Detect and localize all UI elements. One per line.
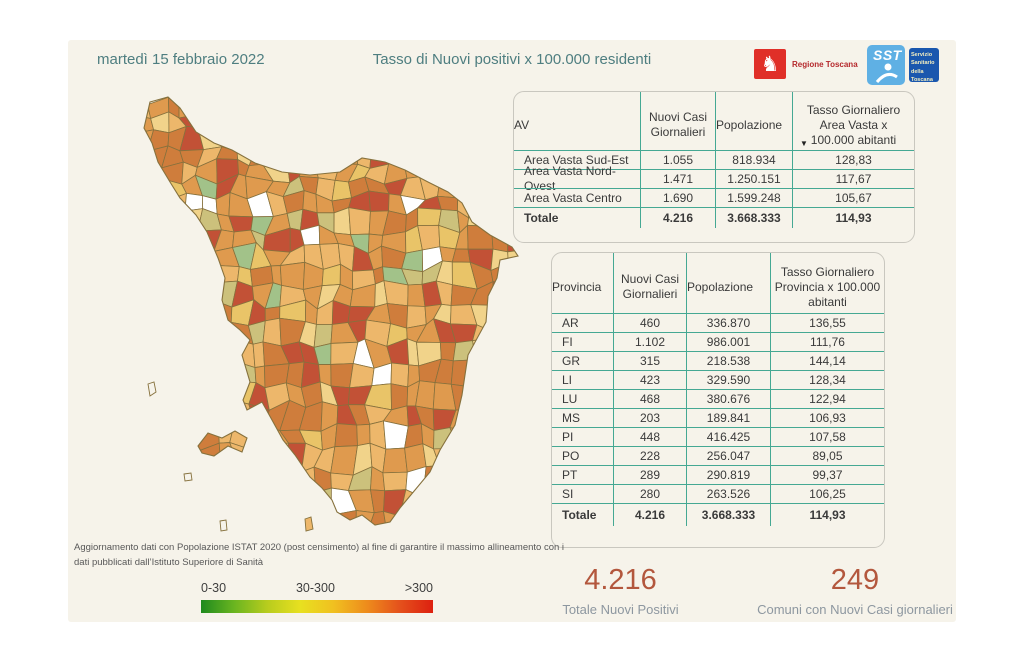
- municipality-cell[interactable]: [391, 363, 409, 387]
- av-table-cell[interactable]: 1.055: [641, 150, 716, 169]
- prov-table-cell[interactable]: 106,25: [771, 484, 884, 503]
- prov-table-cell[interactable]: 448: [614, 427, 687, 446]
- municipality-cell[interactable]: [356, 511, 374, 539]
- municipality-cell[interactable]: [434, 449, 459, 472]
- av-table-cell[interactable]: 1.250.151: [716, 169, 793, 188]
- prov-table-cell[interactable]: LU: [552, 389, 614, 408]
- column-header-tasso-line2: 100.000 abitanti: [810, 132, 897, 147]
- municipality-cell[interactable]: [389, 151, 404, 164]
- municipality-cell[interactable]: [178, 84, 200, 107]
- prov-table-cell[interactable]: LI: [552, 370, 614, 389]
- sst-logo: [867, 45, 939, 85]
- sst-emblem-icon: [867, 45, 905, 85]
- prov-table-cell[interactable]: 986.001: [687, 332, 771, 351]
- av-table-cell[interactable]: Area Vasta Sud-Est: [514, 150, 641, 169]
- municipality-cell[interactable]: [493, 282, 511, 306]
- prov-table-cell[interactable]: 263.526: [687, 484, 771, 503]
- municipality-cell[interactable]: [271, 266, 281, 286]
- prov-table-cell[interactable]: GR: [552, 351, 614, 370]
- prov-table-cell[interactable]: 228: [614, 446, 687, 465]
- column-header-popolazione[interactable]: Popolazione: [687, 253, 771, 313]
- prov-table-cell[interactable]: 1.102: [614, 332, 687, 351]
- province-table: [552, 253, 884, 526]
- av-table-cell[interactable]: 117,67: [793, 169, 914, 188]
- municipality-cell[interactable]: [384, 511, 404, 535]
- municipality-cell[interactable]: [334, 208, 351, 235]
- prov-table-cell[interactable]: 460: [614, 313, 687, 332]
- area-vasta-table: [514, 92, 914, 228]
- municipality-cell[interactable]: [369, 191, 389, 211]
- av-table-total-cell[interactable]: 4.216: [641, 207, 716, 228]
- av-table-cell[interactable]: Area Vasta Centro: [514, 188, 641, 207]
- prov-table-cell[interactable]: 111,76: [771, 332, 884, 351]
- municipality-cell[interactable]: [215, 265, 240, 282]
- dashboard-panel: [68, 40, 956, 622]
- sst-figure-icon: [867, 62, 905, 84]
- island-outline[interactable]: [148, 382, 156, 396]
- municipality-cell[interactable]: [316, 488, 332, 515]
- column-header-tasso[interactable]: Tasso Giornaliero Provincia x 100.000 abitanti: [774, 264, 881, 309]
- av-table-cell[interactable]: 818.934: [716, 150, 793, 169]
- av-table-cell[interactable]: 105,67: [793, 188, 914, 207]
- prov-table-cell[interactable]: 280: [614, 484, 687, 503]
- municipality-cell[interactable]: [491, 227, 507, 252]
- pegasus-icon: ♞: [754, 49, 786, 79]
- prov-table-cell[interactable]: PI: [552, 427, 614, 446]
- column-header-av[interactable]: AV: [514, 92, 641, 150]
- municipality-cell[interactable]: [438, 196, 458, 211]
- prov-table-cell[interactable]: PT: [552, 465, 614, 484]
- prov-table-cell[interactable]: 99,37: [771, 465, 884, 484]
- data-footnote: Aggiornamento dati con Popolazione ISTAT 2020 (post censimento) al fine di garantire il massimo allineamento con i dati pubblicati dall’Istituto Superiore di Sanità: [74, 542, 565, 568]
- column-header-nuovi-casi[interactable]: Nuovi Casi Giornalieri: [641, 92, 716, 150]
- municipality-cell[interactable]: [468, 209, 494, 226]
- municipality-cell[interactable]: [468, 191, 494, 218]
- prov-table-cell[interactable]: 315: [614, 351, 687, 370]
- tuscany-choropleth-map[interactable]: [68, 40, 538, 560]
- area-vasta-table-card: [513, 91, 915, 243]
- municipality-cell[interactable]: [127, 130, 154, 151]
- municipality-cell[interactable]: [185, 193, 203, 211]
- column-header-tasso[interactable]: [793, 92, 914, 150]
- municipality-cell[interactable]: [453, 341, 475, 361]
- prov-table-cell[interactable]: PO: [552, 446, 614, 465]
- prov-table-cell[interactable]: 136,55: [771, 313, 884, 332]
- kpi-comuni-with-new-cases: [732, 564, 978, 617]
- municipality-cell[interactable]: [391, 384, 408, 410]
- report-date: martedì 15 febbraio 2022: [97, 51, 265, 68]
- municipality-cell[interactable]: [434, 428, 459, 449]
- column-header-popolazione[interactable]: Popolazione: [716, 92, 793, 150]
- column-header-nuovi-casi[interactable]: Nuovi Casi Giornalieri: [614, 253, 687, 313]
- municipality-cell[interactable]: [438, 174, 461, 198]
- av-table-cell[interactable]: Area Vasta Nord-Ovest: [514, 169, 641, 188]
- municipality-cell[interactable]: [384, 281, 408, 306]
- legend-gradient-bar: [201, 600, 433, 613]
- prov-table-total-cell[interactable]: 4.216: [614, 503, 687, 526]
- municipality-cell[interactable]: [423, 466, 439, 498]
- prov-table-cell[interactable]: 106,93: [771, 408, 884, 427]
- legend-labels: [201, 581, 433, 595]
- prov-table-cell[interactable]: FI: [552, 332, 614, 351]
- island-outline[interactable]: [305, 517, 313, 531]
- av-table-total-cell[interactable]: 114,93: [793, 207, 914, 228]
- municipality-cell[interactable]: [383, 448, 407, 473]
- prov-table-total-cell[interactable]: 114,93: [771, 503, 884, 526]
- prov-table-cell[interactable]: 128,34: [771, 370, 884, 389]
- municipality-cell[interactable]: [331, 511, 356, 540]
- legend-label-mid: 30-300: [295, 581, 335, 595]
- municipality-cell[interactable]: [249, 145, 267, 166]
- prov-table-cell[interactable]: 189.841: [687, 408, 771, 427]
- regione-toscana-logo: [754, 49, 858, 79]
- prov-table-cell[interactable]: 468: [614, 389, 687, 408]
- prov-table-cell[interactable]: 107,58: [771, 427, 884, 446]
- av-table-cell[interactable]: 1.471: [641, 169, 716, 188]
- prov-table-total-cell[interactable]: 3.668.333: [687, 503, 771, 526]
- kpi-label: Totale Nuovi Positivi: [562, 602, 679, 617]
- av-table-cell[interactable]: 128,83: [793, 150, 914, 169]
- prov-table-cell[interactable]: 144,14: [771, 351, 884, 370]
- municipality-cell[interactable]: [337, 145, 357, 164]
- municipality-cell[interactable]: [335, 424, 358, 447]
- prov-table-cell[interactable]: 289: [614, 465, 687, 484]
- municipality-cell[interactable]: [253, 342, 264, 368]
- municipality-cell[interactable]: [212, 303, 232, 322]
- municipality-cell[interactable]: [263, 443, 288, 474]
- prov-table-total-cell[interactable]: Totale: [552, 503, 614, 526]
- prov-table-cell[interactable]: 122,94: [771, 389, 884, 408]
- municipality-cell[interactable]: [473, 339, 492, 368]
- municipality-cell[interactable]: [280, 262, 304, 289]
- municipality-cell[interactable]: [212, 319, 231, 341]
- municipality-cell[interactable]: [383, 421, 408, 449]
- prov-table-cell[interactable]: 329.590: [687, 370, 771, 389]
- sort-descending-icon[interactable]: ▼: [800, 139, 808, 148]
- island-outline[interactable]: [184, 473, 192, 481]
- municipality-cell[interactable]: [263, 318, 281, 346]
- municipality-cell[interactable]: [468, 225, 493, 249]
- legend-label-low: 0-30: [201, 581, 227, 595]
- prov-table-cell[interactable]: MS: [552, 408, 614, 427]
- av-table-total-cell[interactable]: Totale: [514, 207, 641, 228]
- prov-table-cell[interactable]: 336.870: [687, 313, 771, 332]
- regione-toscana-label: Regione Toscana: [792, 59, 858, 69]
- municipality-cell[interactable]: [452, 249, 470, 262]
- province-table-card: [551, 252, 885, 548]
- prov-table-cell[interactable]: AR: [552, 313, 614, 332]
- prov-table-cell[interactable]: 290.819: [687, 465, 771, 484]
- kpi-label: Comuni con Nuovi Casi giornalieri: [757, 602, 953, 617]
- municipality-cell[interactable]: [179, 102, 204, 118]
- municipality-cell[interactable]: [418, 208, 442, 226]
- kpi-value: 4.216: [584, 564, 657, 596]
- page-title: Tasso di Nuovi positivi x 100.000 residenti: [372, 51, 652, 68]
- municipality-cell[interactable]: [357, 424, 370, 445]
- prov-table-cell[interactable]: 256.047: [687, 446, 771, 465]
- av-table-cell[interactable]: 1.599.248: [716, 188, 793, 207]
- kpi-value: 249: [830, 564, 880, 596]
- municipality-cell[interactable]: [282, 443, 305, 474]
- av-table-cell[interactable]: 1.690: [641, 188, 716, 207]
- prov-table-cell[interactable]: 416.425: [687, 427, 771, 446]
- municipality-cell[interactable]: [450, 428, 472, 449]
- municipality-cell[interactable]: [301, 467, 315, 497]
- municipality-cell[interactable]: [383, 472, 407, 491]
- island-outline[interactable]: [220, 520, 227, 531]
- sst-abbr-label: SST: [873, 47, 902, 63]
- legend-label-high: >300: [404, 581, 433, 595]
- map-legend: [201, 581, 433, 613]
- prov-table-cell[interactable]: 380.676: [687, 389, 771, 408]
- prov-table-cell[interactable]: 423: [614, 370, 687, 389]
- municipality-cell[interactable]: [349, 208, 371, 235]
- column-header-provincia[interactable]: Provincia: [552, 253, 614, 313]
- prov-table-cell[interactable]: SI: [552, 484, 614, 503]
- prov-table-cell[interactable]: 218.538: [687, 351, 771, 370]
- municipality-cell[interactable]: [350, 363, 374, 387]
- column-header-tasso-line1: Tasso Giornaliero Area Vasta x: [806, 102, 901, 132]
- prov-table-cell[interactable]: 89,05: [771, 446, 884, 465]
- sst-text-label: Servizio Sanitario della Toscana: [909, 48, 939, 82]
- av-table-total-cell[interactable]: 3.668.333: [716, 207, 793, 228]
- kpi-total-new-positives: [548, 564, 693, 617]
- prov-table-cell[interactable]: 203: [614, 408, 687, 427]
